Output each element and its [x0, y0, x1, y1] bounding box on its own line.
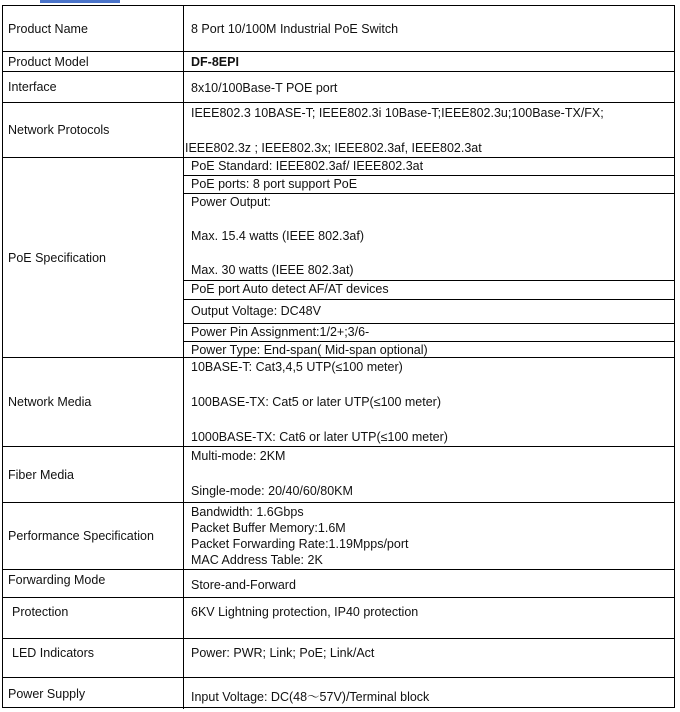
- value-poe-standard: PoE Standard: IEEE802.3af/ IEEE802.3at: [191, 159, 424, 173]
- value-protection: 6KV Lightning protection, IP40 protection: [191, 605, 419, 619]
- row-product-name: [3, 6, 674, 51]
- value-mac-table: MAC Address Table: 2K: [191, 553, 323, 567]
- row-fiber-media: [3, 446, 674, 502]
- row-interface: [3, 71, 674, 102]
- value-forwarding-mode: Store-and-Forward: [191, 578, 296, 592]
- value-power-type: Power Type: End-span( Mid-span optional): [191, 343, 428, 357]
- divider: [184, 299, 674, 300]
- value-power-supply: Input Voltage: DC(48～57V)/Terminal block: [191, 690, 430, 704]
- row-network-media: [3, 357, 674, 446]
- value-led-indicators: Power: PWR; Link; PoE; Link/Act: [191, 646, 375, 660]
- value-cell: [184, 6, 674, 51]
- value-fiber-line1: Multi-mode: 2KM: [191, 449, 286, 463]
- top-accent: [0, 0, 680, 4]
- label-protection: Protection: [3, 598, 184, 638]
- divider: [184, 193, 674, 194]
- value-product-model: DF-8EPI: [191, 55, 239, 69]
- value-power-output-title: Power Output:: [191, 195, 271, 209]
- value-protocols-line1: IEEE802.3 10BASE-T; IEEE802.3i 10Base-T;IEEE802.3u;100Base-TX/FX;: [191, 106, 604, 120]
- row-protection: [3, 597, 674, 638]
- value-media-line3: 1000BASE-TX: Cat6 or later UTP(≤100 meter): [191, 430, 448, 444]
- value-pin-assignment: Power Pin Assignment:1/2+;3/6-: [191, 325, 370, 339]
- row-power-supply: [3, 677, 674, 709]
- divider: [184, 341, 674, 342]
- value-power-output-af: Max. 15.4 watts (IEEE 802.3af): [191, 229, 364, 243]
- label-power-supply: Power Supply: [3, 678, 184, 709]
- divider: [184, 323, 674, 324]
- label-performance: Performance Specification: [3, 503, 184, 569]
- divider: [184, 175, 674, 176]
- label-fiber-media: Fiber Media: [3, 447, 184, 502]
- value-poe-ports: PoE ports: 8 port support PoE: [191, 177, 358, 191]
- row-poe-specification: [3, 157, 674, 357]
- divider: [184, 280, 674, 281]
- row-product-model: [3, 51, 674, 71]
- value-power-output-at: Max. 30 watts (IEEE 802.3at): [191, 263, 354, 277]
- row-led-indicators: [3, 638, 674, 677]
- accent-bar: [40, 0, 120, 3]
- label-network-media: Network Media: [3, 358, 184, 446]
- label-interface: Interface: [3, 72, 184, 102]
- row-forwarding-mode: [3, 569, 674, 597]
- label-network-protocols: Network Protocols: [3, 103, 184, 157]
- spec-table: [2, 5, 675, 708]
- value-auto-detect: PoE port Auto detect AF/AT devices: [191, 282, 389, 296]
- label-forwarding-mode: Forwarding Mode: [3, 570, 184, 597]
- value-output-voltage: Output Voltage: DC48V: [191, 304, 321, 318]
- value-fiber-line2: Single-mode: 20/40/60/80KM: [191, 484, 353, 498]
- value-media-line2: 100BASE-TX: Cat5 or later UTP(≤100 meter): [191, 395, 442, 409]
- value-media-line1: 10BASE-T: Cat3,4,5 UTP(≤100 meter): [191, 360, 403, 374]
- value-interface: 8x10/100Base-T POE port: [191, 81, 338, 95]
- row-network-protocols: [3, 102, 674, 157]
- value-forwarding-rate: Packet Forwarding Rate:1.19Mpps/port: [191, 537, 409, 551]
- label-product-name: Product Name: [3, 6, 184, 51]
- label-product-model: Product Model: [3, 52, 184, 71]
- value-product-name: 8 Port 10/100M Industrial PoE Switch: [191, 22, 399, 36]
- value-buffer: Packet Buffer Memory:1.6M: [191, 521, 346, 535]
- label-led-indicators: LED Indicators: [3, 639, 184, 677]
- value-bandwidth: Bandwidth: 1.6Gbps: [191, 505, 304, 519]
- row-performance: [3, 502, 674, 569]
- label-poe-specification: PoE Specification: [3, 158, 184, 357]
- value-protocols-line2: IEEE802.3z ; IEEE802.3x; IEEE802.3af, IEEE802.3at: [185, 141, 482, 155]
